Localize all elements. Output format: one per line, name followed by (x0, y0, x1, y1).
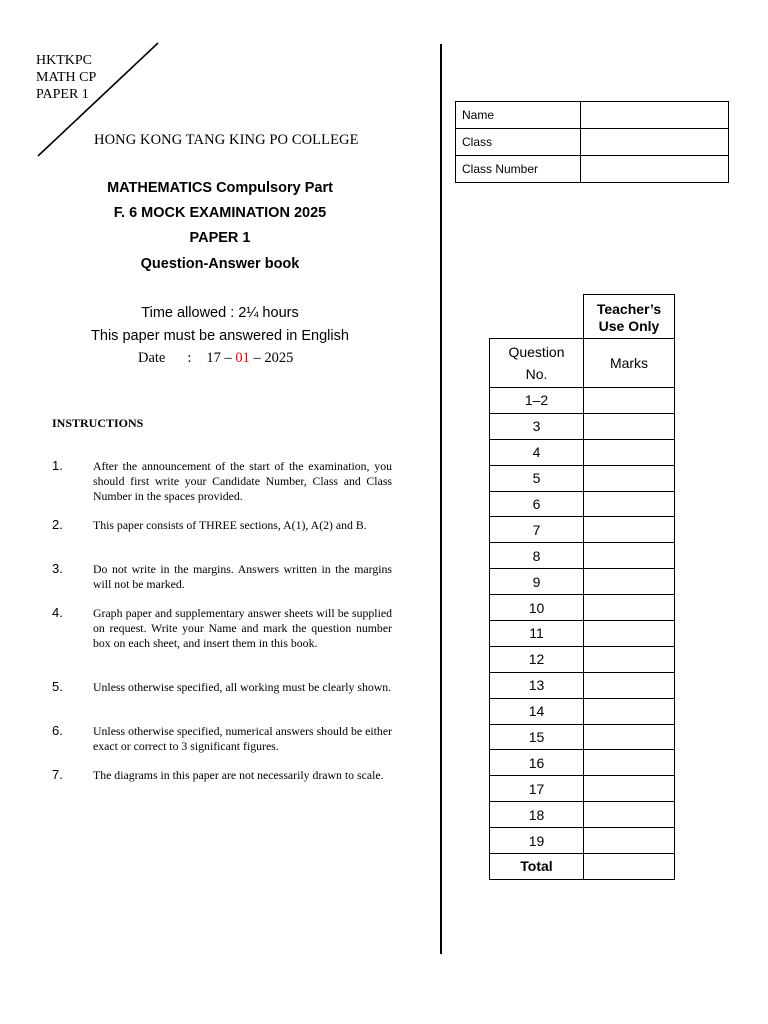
instruction-text: Unless otherwise specified, numerical answers should be either exact or correct to 3 significant figures. (93, 724, 392, 753)
marks-cell[interactable] (584, 750, 675, 776)
empty-cell (490, 295, 584, 339)
table-row (490, 724, 675, 750)
exam-subject: MATHEMATICS Compulsory Part (107, 180, 333, 196)
table-row (456, 129, 729, 156)
marks-cell[interactable] (584, 595, 675, 621)
question-header-line1: Question (508, 344, 565, 360)
table-row (490, 828, 675, 854)
table-row (490, 750, 675, 776)
question-number-cell: 16 (490, 750, 584, 776)
date-day: 17 – (206, 350, 232, 366)
instruction-text: This paper consists of THREE sections, A(1), A(2) and B. (93, 518, 367, 532)
class-label: Class (456, 129, 581, 156)
marks-cell[interactable] (584, 543, 675, 569)
name-label: Name (456, 102, 581, 129)
table-row (490, 339, 675, 388)
question-number-cell: 8 (490, 543, 584, 569)
instruction-item (52, 606, 392, 651)
total-label: Total (490, 854, 584, 880)
question-number-cell: 19 (490, 828, 584, 854)
total-marks-cell[interactable] (584, 854, 675, 880)
paper-code-line-3: PAPER 1 (36, 87, 89, 102)
table-row (490, 672, 675, 698)
instruction-number: 5. (52, 679, 63, 694)
marks-cell[interactable] (584, 621, 675, 647)
table-row (456, 156, 729, 183)
question-no-header (490, 339, 584, 388)
table-row (490, 621, 675, 647)
marks-table-wrapper (489, 294, 675, 880)
question-number-cell: 5 (490, 465, 584, 491)
class-field[interactable] (581, 129, 729, 156)
instruction-text: Unless otherwise specified, all working must be clearly shown. (93, 680, 392, 694)
book-type: Question-Answer book (140, 256, 300, 272)
question-number-cell: 1–2 (490, 388, 584, 414)
exam-paper: PAPER 1 (189, 230, 251, 246)
exam-date (138, 350, 293, 367)
marks-cell[interactable] (584, 439, 675, 465)
name-field[interactable] (581, 102, 729, 129)
paper-code-line-2: MATH CP (36, 70, 97, 85)
question-number-cell: 9 (490, 569, 584, 595)
question-number-cell: 11 (490, 621, 584, 647)
marks-cell[interactable] (584, 672, 675, 698)
table-row (490, 543, 675, 569)
marks-cell[interactable] (584, 388, 675, 414)
time-allowed: Time allowed : 2¼ hours (141, 305, 299, 321)
student-info-table (455, 101, 729, 183)
marks-table (489, 294, 675, 880)
question-number-cell: 3 (490, 413, 584, 439)
question-number-cell: 18 (490, 802, 584, 828)
date-year: – 2025 (253, 350, 294, 366)
table-row (490, 802, 675, 828)
marks-cell[interactable] (584, 646, 675, 672)
table-row (490, 388, 675, 414)
instruction-text: The diagrams in this paper are not necessarily drawn to scale. (93, 768, 384, 782)
question-number-cell: 4 (490, 439, 584, 465)
instruction-item (52, 724, 392, 754)
answer-language: This paper must be answered in English (91, 328, 349, 344)
instruction-item (52, 768, 392, 783)
table-row (490, 439, 675, 465)
teacher-use-header: Teacher’s Use Only (584, 295, 675, 339)
instruction-item (52, 459, 392, 504)
table-row (490, 465, 675, 491)
date-month: 01 (235, 350, 250, 366)
date-label: Date (138, 350, 166, 366)
marks-cell[interactable] (584, 698, 675, 724)
marks-cell[interactable] (584, 802, 675, 828)
instruction-number: 3. (52, 561, 63, 576)
exam-name: F. 6 MOCK EXAMINATION 2025 (113, 205, 327, 221)
college-name: HONG KONG TANG KING PO COLLEGE (94, 132, 359, 148)
table-row (456, 102, 729, 129)
instruction-number: 2. (52, 517, 63, 532)
page-divider-line (440, 44, 442, 954)
marks-cell[interactable] (584, 724, 675, 750)
class-number-field[interactable] (581, 156, 729, 183)
instruction-item (52, 680, 392, 695)
table-row (490, 491, 675, 517)
instructions-heading: INSTRUCTIONS (52, 416, 144, 430)
question-number-cell: 12 (490, 646, 584, 672)
table-row (490, 698, 675, 724)
marks-cell[interactable] (584, 517, 675, 543)
question-number-cell: 17 (490, 776, 584, 802)
question-number-cell: 6 (490, 491, 584, 517)
table-row (490, 776, 675, 802)
marks-cell[interactable] (584, 569, 675, 595)
question-number-cell: 7 (490, 517, 584, 543)
question-number-cell: 14 (490, 698, 584, 724)
instruction-text: Graph paper and supplementary answer sheets will be supplied on request. Write your Name and mark the question number box on each sheet, and insert them in this book. (93, 606, 392, 650)
marks-cell[interactable] (584, 465, 675, 491)
question-number-cell: 10 (490, 595, 584, 621)
instruction-number: 7. (52, 767, 63, 782)
question-rows (490, 388, 675, 854)
table-row (490, 295, 675, 339)
table-row (490, 569, 675, 595)
instruction-item (52, 562, 392, 592)
instruction-number: 4. (52, 605, 63, 620)
marks-cell[interactable] (584, 828, 675, 854)
table-row (490, 413, 675, 439)
instruction-text: Do not write in the margins. Answers written in the margins will not be marked. (93, 562, 392, 591)
table-row (490, 646, 675, 672)
marks-header: Marks (584, 339, 675, 388)
question-header-line2: No. (525, 366, 548, 382)
question-number-cell: 15 (490, 724, 584, 750)
marks-cell[interactable] (584, 413, 675, 439)
table-row (490, 854, 675, 880)
instruction-text: After the announcement of the start of the examination, you should first write your Candidate Number, Class and Class Number in the spaces provided. (93, 459, 392, 503)
table-row (490, 595, 675, 621)
instruction-item (52, 518, 392, 533)
class-number-label: Class Number (456, 156, 581, 183)
date-separator: : (187, 350, 192, 366)
paper-code-line-1: HKTKPC (36, 53, 93, 68)
instruction-number: 6. (52, 723, 63, 738)
table-row (490, 517, 675, 543)
marks-cell[interactable] (584, 491, 675, 517)
marks-cell[interactable] (584, 776, 675, 802)
instruction-number: 1. (52, 458, 63, 473)
question-number-cell: 13 (490, 672, 584, 698)
